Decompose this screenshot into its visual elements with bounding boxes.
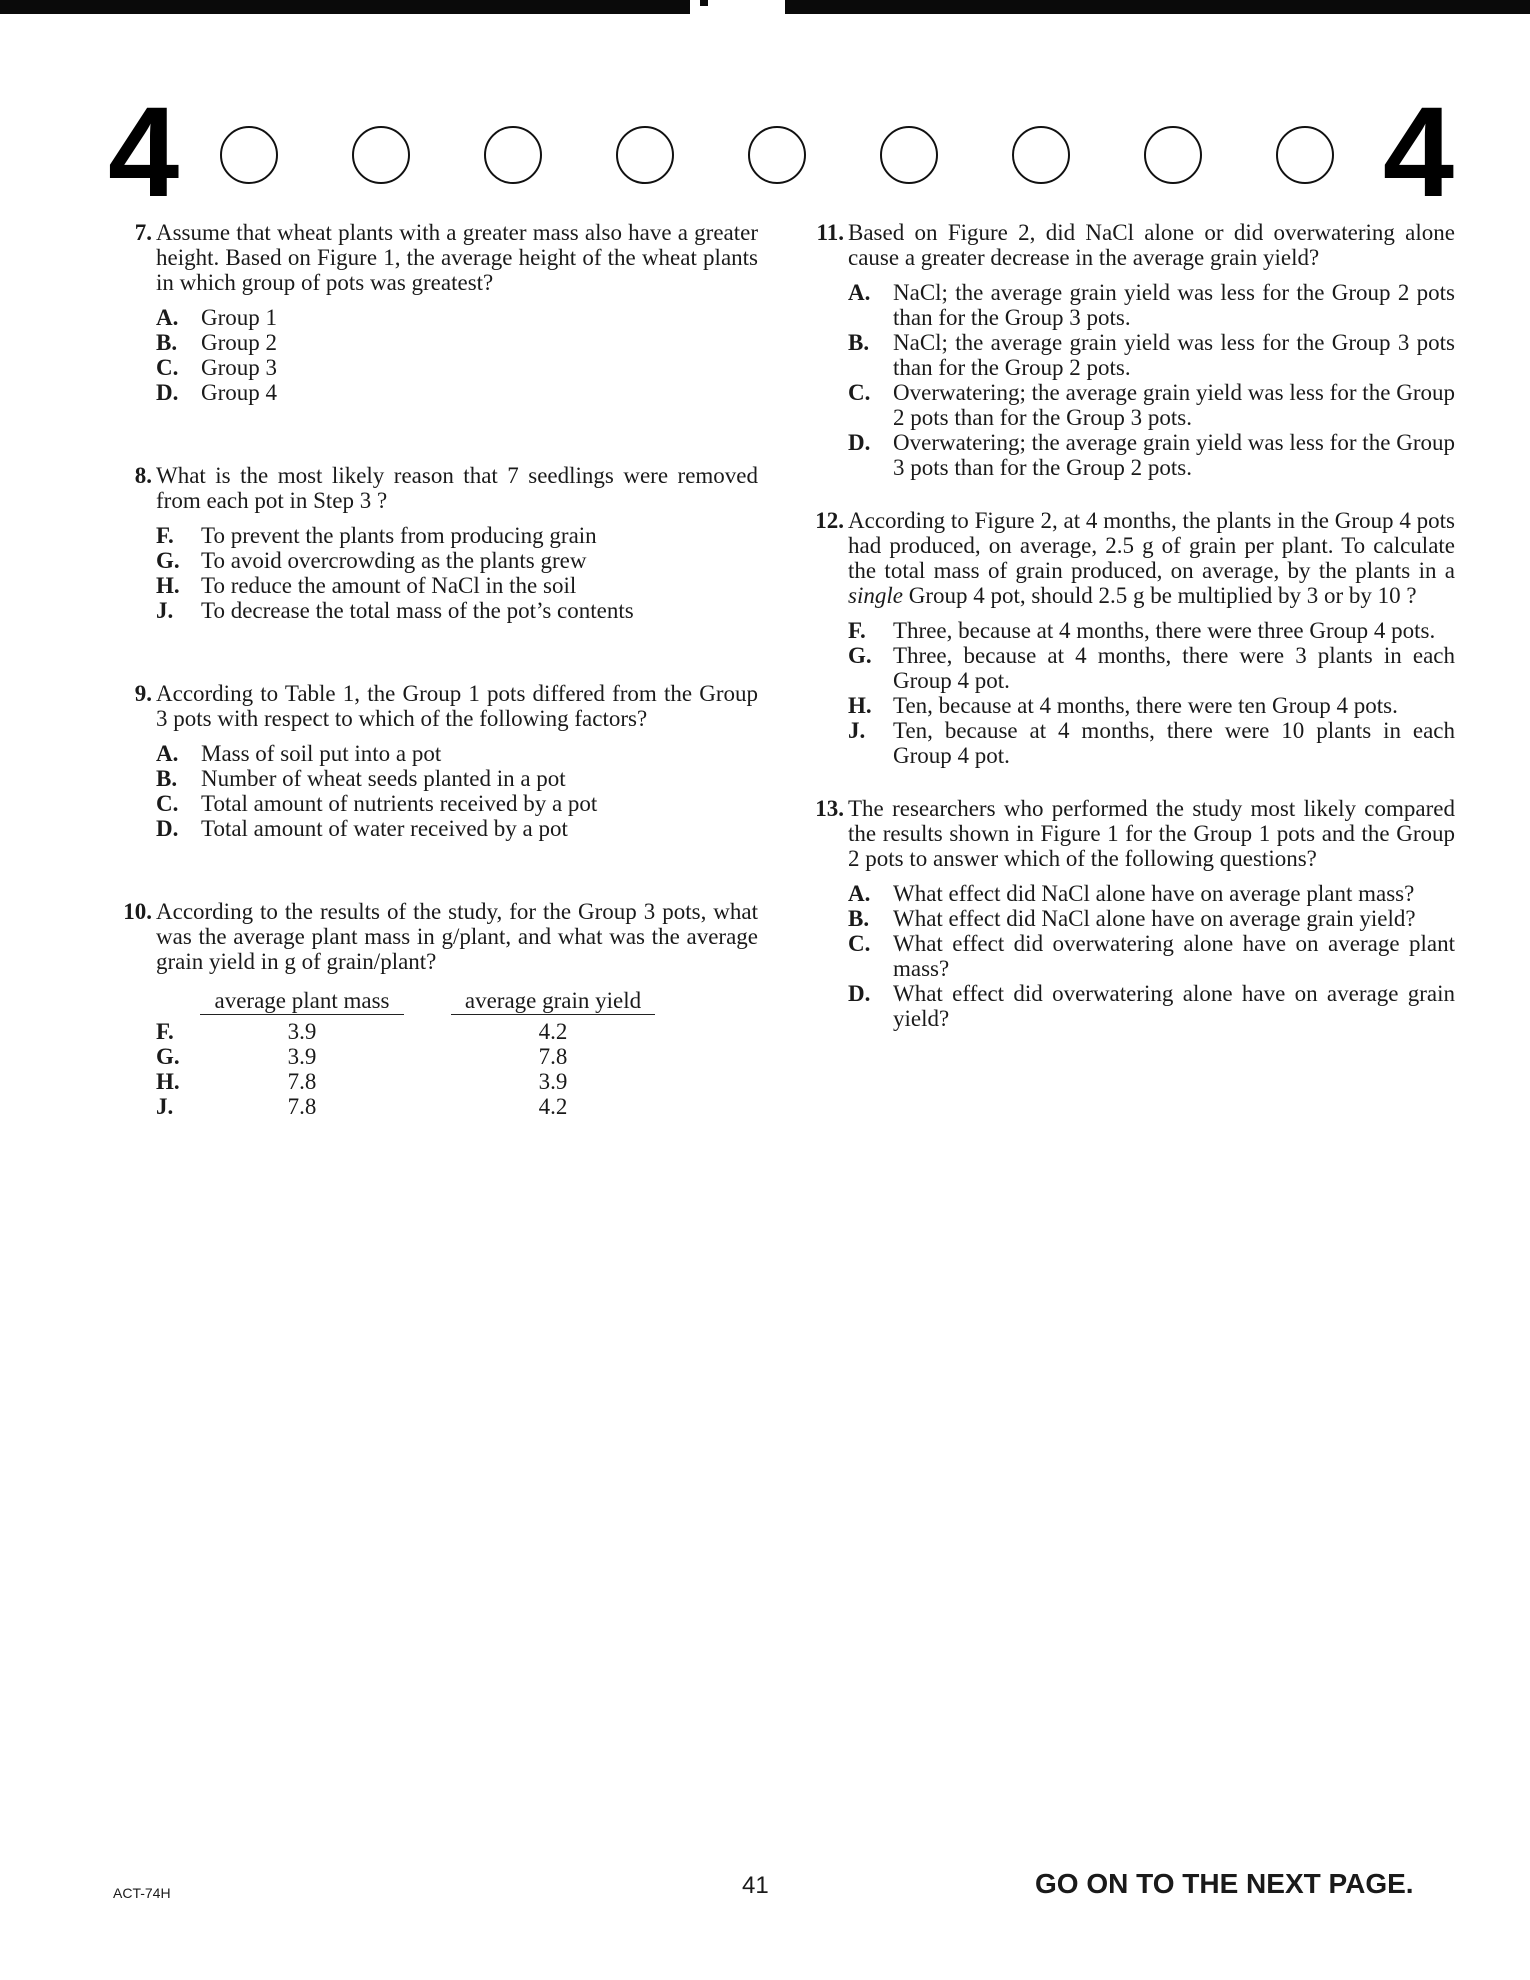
option-text: Group 4 — [201, 380, 278, 405]
option-letter: H. — [848, 693, 872, 718]
answer-option-a[interactable] — [848, 280, 1455, 330]
answer-option-c[interactable] — [156, 355, 758, 380]
right-column — [810, 220, 1455, 1031]
answer-options — [156, 523, 758, 623]
option-letter: B. — [156, 330, 178, 355]
question-7 — [118, 220, 758, 405]
option-text: To decrease the total mass of the pot’s contents — [201, 598, 634, 623]
answer-option-c[interactable] — [156, 791, 758, 816]
option-letter: B. — [848, 330, 870, 355]
option-letter: D. — [848, 430, 871, 455]
cell-mass: 7.8 — [287, 1069, 317, 1094]
option-text: What effect did NaCl alone have on average plant mass? — [893, 881, 1415, 906]
option-text: Overwatering; the average grain yield was less for the Group 3 pots than for the Group 2 pots. — [893, 430, 1455, 480]
answer-option-a[interactable] — [156, 741, 758, 766]
cell-yield: 3.9 — [538, 1069, 568, 1094]
option-letter: J. — [156, 598, 174, 623]
option-text: Overwatering; the average grain yield was less for the Group 2 pots than for the Group 3 pots. — [893, 380, 1455, 430]
section-number-right: 4 — [1382, 81, 1454, 224]
question-9 — [118, 681, 758, 841]
option-letter: A. — [156, 741, 179, 766]
option-text: Mass of soil put into a pot — [201, 741, 442, 766]
table-header-yield: average grain yield — [451, 988, 655, 1015]
option-text: To prevent the plants from producing grain — [201, 523, 597, 548]
circle-icon — [1276, 126, 1334, 184]
answer-option-d[interactable] — [848, 981, 1455, 1031]
cell-mass: 3.9 — [287, 1044, 317, 1069]
option-text: NaCl; the average grain yield was less for the Group 2 pots than for the Group 3 pots. — [893, 280, 1455, 330]
option-text: What effect did NaCl alone have on average grain yield? — [893, 906, 1416, 931]
stem-text: According to Figure 2, at 4 months, the plants in the Group 4 pots had produced, on average, 2.5 g of grain per plant. To calculate the total mass of grain produced, on average, by the plants in a — [848, 508, 1455, 583]
question-stem: The researchers who performed the study most likely compared the results shown in Figure 1 for the Group 1 pots and the Group 2 pots to answer which of the following questions? — [848, 796, 1455, 871]
answer-table — [156, 988, 756, 1120]
question-stem: According to Table 1, the Group 1 pots differed from the Group 3 pots with respect to which of the following factors? — [156, 681, 758, 731]
go-on-notice: GO ON TO THE NEXT PAGE. — [1035, 1868, 1414, 1899]
option-letter: C. — [156, 791, 179, 816]
option-letter: F. — [848, 618, 866, 643]
option-text: Three, because at 4 months, there were three Group 4 pots. — [893, 618, 1436, 643]
option-text: Group 2 — [201, 330, 278, 355]
option-letter: H. — [156, 1069, 180, 1094]
option-text: Total amount of nutrients received by a pot — [201, 791, 598, 816]
option-letter: G. — [848, 643, 872, 668]
answer-row-j[interactable] — [156, 1094, 756, 1119]
option-letter: D. — [156, 816, 179, 841]
answer-option-b[interactable] — [156, 766, 758, 791]
stem-emphasis: single — [848, 583, 903, 608]
cell-yield: 7.8 — [538, 1044, 568, 1069]
option-letter: J. — [848, 718, 866, 743]
question-number: 12. — [815, 508, 844, 533]
answer-option-g[interactable] — [156, 548, 758, 573]
option-letter: G. — [156, 548, 180, 573]
answer-options — [156, 741, 758, 841]
top-bar-mark — [785, 0, 800, 14]
answer-options — [848, 280, 1455, 480]
question-stem: According to the results of the study, for the Group 3 pots, what was the average plant mass in g/plant, and what was the average grain yield in g of grain/plant? — [156, 899, 758, 974]
question-number: 11. — [816, 220, 844, 245]
option-text: NaCl; the average grain yield was less for the Group 3 pots than for the Group 2 pots. — [893, 330, 1455, 380]
circle-icon — [220, 126, 278, 184]
question-11 — [810, 220, 1455, 480]
answer-option-b[interactable] — [848, 330, 1455, 380]
stem-text: Group 4 pot, should 2.5 g be multiplied by 3 or by 10 ? — [902, 583, 1417, 608]
option-text: To avoid overcrowding as the plants grew — [201, 548, 587, 573]
option-letter: C. — [156, 355, 179, 380]
answer-option-b[interactable] — [848, 906, 1455, 931]
circle-icon — [1012, 126, 1070, 184]
answer-option-c[interactable] — [848, 380, 1455, 430]
answer-option-b[interactable] — [156, 330, 758, 355]
question-number: 8. — [134, 463, 152, 488]
answer-option-d[interactable] — [156, 816, 758, 841]
answer-option-h[interactable] — [156, 573, 758, 598]
answer-row-h[interactable] — [156, 1069, 756, 1094]
answer-option-d[interactable] — [156, 380, 758, 405]
question-13 — [810, 796, 1455, 1031]
option-letter: C. — [848, 931, 871, 956]
circle-icon — [1144, 126, 1202, 184]
cell-mass: 3.9 — [287, 1019, 317, 1044]
question-10 — [118, 899, 758, 1120]
option-text: Three, because at 4 months, there were 3 plants in each Group 4 pot. — [893, 643, 1455, 693]
answer-row-g[interactable] — [156, 1044, 756, 1069]
answer-option-g[interactable] — [848, 643, 1455, 693]
answer-row-f[interactable] — [156, 1019, 756, 1044]
option-letter: F. — [156, 523, 174, 548]
answer-option-d[interactable] — [848, 430, 1455, 480]
answer-option-j[interactable] — [848, 718, 1455, 768]
table-header-mass: average plant mass — [200, 988, 404, 1015]
option-text: What effect did overwatering alone have on average grain yield? — [893, 981, 1455, 1031]
option-letter: G. — [156, 1044, 180, 1069]
section-header — [108, 81, 1454, 224]
circle-icon — [748, 126, 806, 184]
question-stem: Based on Figure 2, did NaCl alone or did overwatering alone cause a greater decrease in the average grain yield? — [848, 220, 1455, 270]
answer-option-a[interactable] — [848, 881, 1455, 906]
answer-option-f[interactable] — [156, 523, 758, 548]
option-letter: A. — [848, 280, 871, 305]
option-letter: A. — [848, 881, 871, 906]
circle-icon — [880, 126, 938, 184]
answer-option-f[interactable] — [848, 618, 1455, 643]
option-text: To reduce the amount of NaCl in the soil — [201, 573, 577, 598]
option-letter: B. — [156, 766, 178, 791]
answer-option-j[interactable] — [156, 598, 758, 623]
option-letter: C. — [848, 380, 871, 405]
question-number: 9. — [134, 681, 152, 706]
option-text: Group 3 — [201, 355, 278, 380]
answer-option-a[interactable] — [156, 305, 758, 330]
question-stem: What is the most likely reason that 7 seedlings were removed from each pot in Step 3 ? — [156, 463, 758, 513]
option-letter: B. — [848, 906, 870, 931]
question-8 — [118, 463, 758, 623]
question-number: 7. — [134, 220, 152, 245]
left-column — [118, 220, 758, 1120]
option-letter: H. — [156, 573, 180, 598]
option-text: What effect did overwatering alone have on average plant mass? — [893, 931, 1455, 981]
page-number: 41 — [742, 1872, 769, 1899]
cell-mass: 7.8 — [287, 1094, 317, 1119]
question-number: 10. — [123, 899, 152, 924]
question-number: 13. — [815, 796, 844, 821]
option-letter: D. — [848, 981, 871, 1006]
option-letter: J. — [156, 1094, 174, 1119]
option-text: Ten, because at 4 months, there were 10 plants in each Group 4 pot. — [893, 718, 1455, 768]
circle-icon — [484, 126, 542, 184]
answer-option-h[interactable] — [848, 693, 1455, 718]
question-stem: Assume that wheat plants with a greater mass also have a greater height. Based on Figure 1, the average height of the wheat plants in which group of pots was greatest? — [156, 220, 758, 295]
cell-yield: 4.2 — [538, 1019, 568, 1044]
question-12 — [810, 508, 1455, 768]
answer-options — [156, 305, 758, 405]
option-letter: F. — [156, 1019, 174, 1044]
option-text: Ten, because at 4 months, there were ten Group 4 pots. — [893, 693, 1398, 718]
circle-icon — [616, 126, 674, 184]
top-bar-mark — [700, 0, 708, 6]
option-text: Total amount of water received by a pot — [201, 816, 568, 841]
option-text: Number of wheat seeds planted in a pot — [201, 766, 566, 791]
test-code: ACT-74H — [113, 1885, 171, 1901]
answer-options — [848, 618, 1455, 768]
option-text: Group 1 — [201, 305, 278, 330]
section-number-left: 4 — [108, 81, 180, 224]
answer-options — [848, 881, 1455, 1031]
option-letter: D. — [156, 380, 179, 405]
circle-icon — [352, 126, 410, 184]
question-stem — [848, 508, 1455, 608]
option-letter: A. — [156, 305, 179, 330]
answer-option-c[interactable] — [848, 931, 1455, 981]
cell-yield: 4.2 — [538, 1094, 568, 1119]
